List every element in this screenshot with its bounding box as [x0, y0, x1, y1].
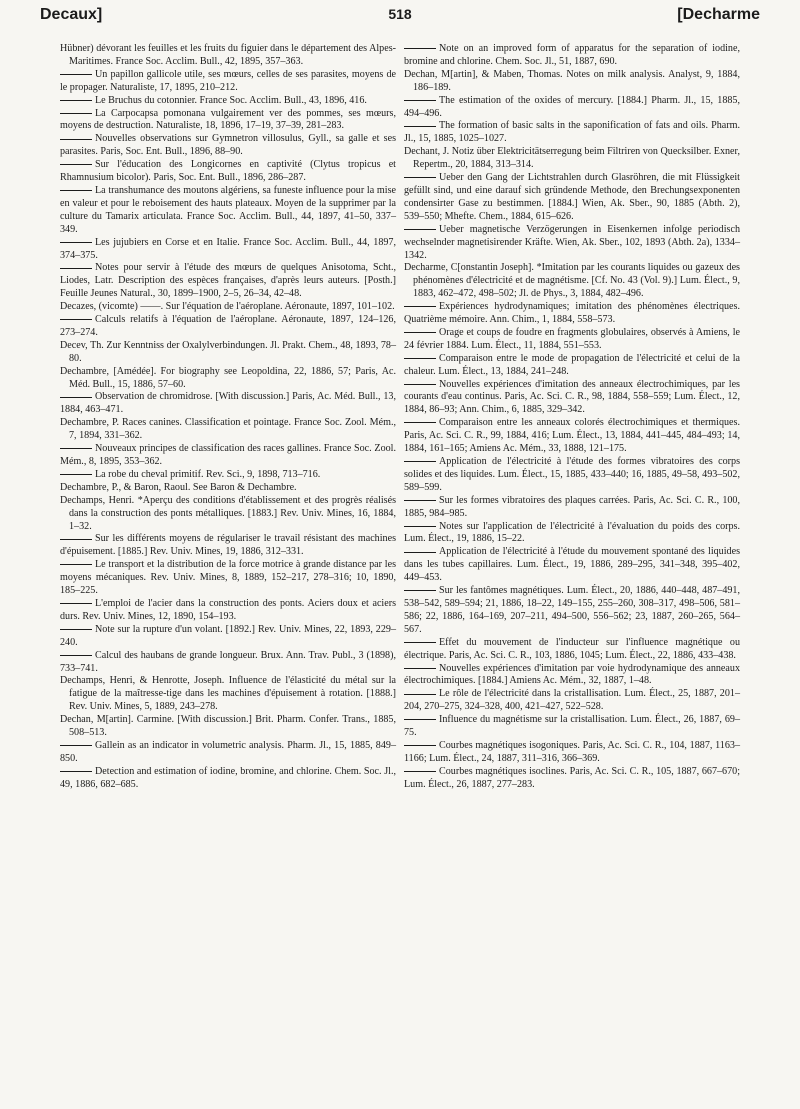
sub-entry [60, 650, 396, 676]
entry [60, 417, 396, 443]
entry-text: La robe du cheval primitif. Rev. Sci., 9, 1898, 713–716. [95, 468, 321, 480]
entry-text: Decazes, (vicomte) ——. Sur l'équation de l'aéroplane. Aéronaute, 1897, 101–102. [60, 301, 395, 313]
entry-text: Dechambre, P., & Baron, Raoul. See Baron & Dechambre. [60, 481, 297, 493]
entry [60, 366, 396, 392]
ditto-dash [60, 113, 92, 114]
ditto-dash [404, 590, 436, 591]
entry-text: Influence du magnétisme sur la cristallisation. Lum. Élect., 26, 1887, 69–75. [404, 714, 740, 739]
entry-text: Application de l'électricité à l'étude du mouvement spontané des liquides dans les tubes capillaires. Lum. Élect., 19, 1886, 289–295, 341–348, 395–402, 449–453. [404, 546, 740, 584]
entry-text: The estimation of the oxides of mercury. [1884.] Pharm. Jl., 15, 1885, 494–496. [404, 94, 740, 119]
entry-text: Dechamps, Henri, & Henrotte, Joseph. Influence de l'élasticité du métal sur la fatigue de la maîtresse-tige dans les machines d'épuisement à rotation. [1888.] Rev. Univ. Mines, 5, 1889, 243–278. [60, 675, 396, 713]
ditto-dash [404, 229, 436, 230]
entry-text: Nouvelles expériences d'imitation par voie hydrodynamique des anneaux électrochimiques. [1884.] Amiens Ac. Mém., 32, 1887, 1–48. [404, 662, 740, 687]
sub-entry [404, 95, 740, 121]
ditto-dash [60, 319, 92, 320]
entry-text: Comparaison entre les anneaux colorés électrochimiques et thermiques. Paris, Ac. Sci. C. R., 99, 1884, 416; Lum. Élect., 13, 1884, 441–445, 484–493; 14, 1884, 161–165; Amiens Ac. Mém., 33, 1888, 121–175. [404, 417, 740, 455]
sub-entry [60, 159, 396, 185]
entry-text: Nouvelles observations sur Gymnetron villosulus, Gyll., sa galle et ses parasites. Paris, Soc. Ent. Bull., 1896, 88–90. [60, 133, 396, 158]
sub-entry [404, 546, 740, 585]
entry-text: Application de l'électricité à l'étude des formes vibratoires des corps solides et des liquides. Lum. Élect., 15, 1885, 433–440; 16, 1885, 49–58, 493–502, 589–599. [404, 456, 740, 493]
ditto-dash [404, 694, 436, 695]
sub-entry [60, 391, 396, 417]
sub-entry [404, 714, 740, 740]
ditto-dash [404, 526, 436, 527]
sub-entry [60, 237, 396, 263]
ditto-dash [60, 539, 92, 540]
sub-entry [404, 688, 740, 714]
entry-text: Courbes magnétiques isogoniques. Paris, Ac. Sci. C. R., 104, 1887, 1163–1166; Lum. Élect., 24, 1887, 311–316, 366–369. [404, 739, 740, 764]
sub-entry [404, 43, 740, 69]
sub-entry [404, 224, 740, 263]
ditto-dash [60, 139, 92, 140]
sub-entry [60, 559, 396, 598]
sub-entry [404, 637, 740, 663]
ditto-dash [60, 448, 92, 449]
entry-text: Sur les fantômes magnétiques. Lum. Élect., 20, 1886, 440–448, 487–491, 538–542, 589–594; 21, 1886, 18–22, 149–155, 255–260, 308–317, 498–506, 581–586; 22, 1886, 164–169, 207–211, 494–500, 556–562; 23, 1887, 260–265, 564–567. [404, 585, 740, 635]
ditto-dash [404, 306, 436, 307]
ditto-dash [60, 745, 92, 746]
entry-text: Dechant, J. Notiz über Elektricitätserregung beim Filtriren von Quecksilber. Exner, Repertm., 20, 1884, 313–314. [404, 146, 740, 171]
sub-entry [60, 624, 396, 650]
entry-text: Le Bruchus du cotonnier. France Soc. Acclim. Bull., 43, 1896, 416. [95, 94, 367, 106]
header-left: Decaux] [40, 6, 103, 23]
entry [60, 714, 396, 740]
sub-entry [60, 95, 396, 108]
ditto-dash [404, 500, 436, 501]
entry-text: Hübner) dévorant les feuilles et les fruits du figuier dans le département des Alpes-Maritimes. France Soc. Acclim. Bull., 42, 1895, 357–363. [60, 43, 396, 67]
ditto-dash [60, 564, 92, 565]
header-right: [Decharme [677, 6, 760, 23]
sub-entry [404, 521, 740, 547]
ditto-dash [60, 100, 92, 101]
sub-entry [60, 185, 396, 237]
entry-text: Decev, Th. Zur Kenntniss der Oxalylverbindungen. Jl. Prakt. Chem., 48, 1893, 78–80. [60, 339, 396, 364]
entry-text: La transhumance des moutons algériens, sa funeste influence pour la mise en valeur et pour le reboisement des hauts plateaux. Moyen de la supprimer par la culture du Tamarix articulata. France Soc. Acclim. Bull., 44, 1897, 41–50, 337–349. [60, 184, 396, 235]
sub-entry [404, 417, 740, 456]
entry-text: Sur les différents moyens de régulariser le travail résistant des machines d'épuisement. [1885.] Rev. Univ. Mines, 19, 1886, 312–331. [60, 533, 396, 558]
entry-text: Les jujubiers en Corse et en Italie. France Soc. Acclim. Bull., 44, 1897, 374–375. [60, 236, 396, 261]
entry-text: Dechan, M[artin]. Carmine. [With discussion.] Brit. Pharm. Confer. Trans., 1885, 508–513. [60, 714, 396, 739]
ditto-dash [404, 100, 436, 101]
page-number: 518 [388, 6, 412, 22]
sub-entry [60, 469, 396, 482]
ditto-dash [404, 384, 436, 385]
ditto-dash [60, 74, 92, 75]
ditto-dash [404, 461, 436, 462]
entry-text: The formation of basic salts in the saponification of fats and oils. Pharm. Jl., 15, 1885, 1025–1027. [404, 120, 740, 145]
ditto-dash [404, 552, 436, 553]
entry [404, 146, 740, 172]
entry-text: Detection and estimation of iodine, bromine, and chlorine. Chem. Soc. Jl., 49, 1886, 682–685. [60, 765, 396, 790]
entry-text: Un papillon gallicole utile, ses mœurs, celles de ses parasites, moyens de le propager. Naturaliste, 17, 1895, 210–212. [60, 68, 396, 93]
entry [60, 43, 396, 69]
entry [404, 262, 740, 301]
entry-text: Expériences hydrodynamiques; imitation des phénomènes électriques. Quatrième mémoire. Ann. Chim., 1, 1884, 558–573. [404, 301, 740, 326]
sub-entry [60, 133, 396, 159]
ditto-dash [60, 164, 92, 165]
sub-entry [60, 740, 396, 766]
entry-text: Note sur la rupture d'un volant. [1892.] Rev. Univ. Mines, 22, 1893, 229–240. [60, 623, 396, 648]
entry-text: Ueber den Gang der Lichtstrahlen durch Glasröhren, die mit Flüssigkeit gefüllt sind, und eine darauf sich gründende Methode, den Brechungsexponenten condensirter Gase zu bestimmen. [1884.] Wien, Ak. Sber., 90, 1885 (Abth. 2), 539–550; Mhefte. Chem., 1884, 615–626. [404, 172, 740, 222]
sub-entry [60, 262, 396, 301]
ditto-dash [404, 48, 436, 49]
entry-text: Gallein as an indicator in volumetric analysis. Pharm. Jl., 15, 1885, 849–850. [60, 739, 396, 764]
ditto-dash [60, 242, 92, 243]
sub-entry [404, 766, 740, 792]
entry-text: Calcul des haubans de grande longueur. Brux. Ann. Trav. Publ., 3 (1898), 733–741. [60, 649, 396, 674]
entry-text: Notes pour servir à l'étude des mœurs de quelques Anisotoma, Scht., Liodes, Latr. Description des espèces françaises, d'après leurs auteurs. [Posth.] Feuille Jeunes Natural., 30, 1899–1900, 2–5, 26–34, 42–48. [60, 262, 396, 300]
sub-entry [60, 443, 396, 469]
entry-text: Effet du mouvement de l'inducteur sur l'influence magnétique ou électrique. Paris, Ac. Sci. C. R., 103, 1886, 1045; Lum. Élect., 22, 1886, 433–438. [404, 636, 740, 661]
entry-text: Courbes magnétiques isoclines. Paris, Ac. Sci. C. R., 105, 1887, 667–670; Lum. Élect., 26, 1887, 277–283. [404, 765, 740, 790]
entry-text: Ueber magnetische Verzögerungen in Eisenkernen infolge periodisch wechselnder magnetisirender Kräfte. Wien, Ak. Sber., 102, 1893 (Abth. 2a), 1334–1342. [404, 223, 740, 261]
entry-text: Sur l'éducation des Longicornes en captivité (Clytus tropicus et Rhamnusium bicolor). Paris, Soc. Ent. Bull., 1896, 286–287. [60, 159, 396, 184]
entry-text: Dechambre, P. Races canines. Classification et pointage. France Soc. Zool. Mém., 7, 1894, 331–362. [60, 417, 396, 442]
sub-entry [404, 740, 740, 766]
entry-text: Decharme, C[onstantin Joseph]. *Imitation par les courants liquides ou gazeux des phénomènes d'électricité et de magnétisme. [Cf. No. 43 (Vol. 9).] Lum. Élect., 9, 1883, 462–472, 498–502; Jl. de Phys., 3, 1884, 482–496. [404, 262, 740, 300]
ditto-dash [60, 771, 92, 772]
sub-entry [404, 585, 740, 637]
entry-text: Note on an improved form of apparatus for the separation of iodine, bromine and chlorine. Chem. Soc. Jl., 51, 1887, 690. [404, 43, 740, 67]
entry-text: Comparaison entre le mode de propagation de l'électricité et celui de la chaleur. Lum. Élect., 13, 1884, 241–248. [404, 352, 740, 377]
entry-text: L'emploi de l'acier dans la construction des ponts. Aciers doux et aciers durs. Rev. Univ. Mines, 12, 1890, 154–193. [60, 597, 396, 622]
sub-entry [404, 379, 740, 418]
entry-text: Calculs relatifs à l'équation de l'aéroplane. Aéronaute, 1897, 124–126, 273–274. [60, 314, 396, 338]
entry-text: Nouvelles expériences d'imitation des anneaux électrochimiques, par les courants d'eau continus. Paris, Ac. Sci. C. R., 98, 1884, 558–559; Lum. Élect., 12, 1884, 86–93; Ann. Chim., 6, 1885, 329–342. [404, 378, 740, 416]
sub-entry [404, 301, 740, 327]
entry-text: Nouveaux principes de classification des races gallines. France Soc. Zool. Mém., 8, 1895, 353–362. [60, 443, 396, 467]
entry-text: Dechan, M[artin], & Maben, Thomas. Notes on milk analysis. Analyst, 9, 1884, 186–189. [404, 68, 740, 93]
ditto-dash [404, 719, 436, 720]
ditto-dash [404, 771, 436, 772]
entry [60, 301, 396, 314]
ditto-dash [60, 268, 92, 269]
sub-entry [60, 766, 396, 792]
sub-entry [60, 69, 396, 95]
page-header [40, 6, 760, 28]
sub-entry [404, 495, 740, 521]
sub-entry [404, 327, 740, 353]
entry-text: Dechambre, [Amédée]. For biography see Leopoldina, 22, 1886, 57; Paris, Ac. Méd. Bull., 15, 1886, 57–60. [60, 365, 396, 390]
entry-text: Le rôle de l'électricité dans la cristallisation. Lum. Élect., 25, 1887, 201–204, 270–275, 324–328, 400, 421–427, 522–528. [404, 688, 740, 713]
sub-entry [404, 456, 740, 495]
ditto-dash [404, 126, 436, 127]
ditto-dash [404, 177, 436, 178]
entry [404, 69, 740, 95]
sub-entry [404, 172, 740, 224]
entry [60, 495, 396, 534]
ditto-dash [404, 358, 436, 359]
ditto-dash [60, 655, 92, 656]
ditto-dash [60, 397, 92, 398]
sub-entry [404, 353, 740, 379]
ditto-dash [404, 422, 436, 423]
sub-entry [60, 108, 396, 134]
entry-text: Notes sur l'application de l'électricité à l'évaluation du poids des corps. Lum. Élect., 19, 1886, 15–22. [404, 520, 740, 545]
ditto-dash [404, 668, 436, 669]
entry [60, 340, 396, 366]
ditto-dash [60, 629, 92, 630]
entry-text: Sur les formes vibratoires des plaques carrées. Paris, Ac. Sci. C. R., 100, 1885, 984–985. [404, 494, 740, 519]
ditto-dash [60, 603, 92, 604]
entry-text: Le transport et la distribution de la force motrice à grande distance par les moyens mécaniques. Rev. Univ. Mines, 8, 1889, 152–217, 278–316; 10, 1890, 185–225. [60, 559, 396, 597]
sub-entry [404, 120, 740, 146]
sub-entry [60, 533, 396, 559]
entry-text: Orage et coups de foudre en fragments globulaires, observés à Amiens, le 24 février 1884. Lum. Élect., 11, 1884, 551–553. [404, 326, 740, 351]
entry [60, 675, 396, 714]
entry [60, 482, 396, 495]
sub-entry [60, 314, 396, 340]
entry-text: Observation de chromidrose. [With discussion.] Paris, Ac. Méd. Bull., 13, 1884, 463–471. [60, 391, 396, 416]
ditto-dash [60, 474, 92, 475]
sub-entry [404, 663, 740, 689]
ditto-dash [404, 745, 436, 746]
left-column [60, 43, 396, 792]
entry-text: La Carpocapsa pomonana vulgairement ver des pommes, ses mœurs, moyens de destruction. Naturaliste, 18, 1896, 17–19, 37–39, 281–283. [60, 107, 396, 132]
ditto-dash [404, 642, 436, 643]
ditto-dash [60, 190, 92, 191]
ditto-dash [404, 332, 436, 333]
right-column [404, 43, 740, 792]
sub-entry [60, 598, 396, 624]
entry-text: Dechamps, Henri. *Aperçu des conditions d'établissement et des progrès réalisés dans la construction des ponts métalliques. [1883.] Rev. Univ. Mines, 16, 1884, 1–32. [60, 494, 396, 532]
